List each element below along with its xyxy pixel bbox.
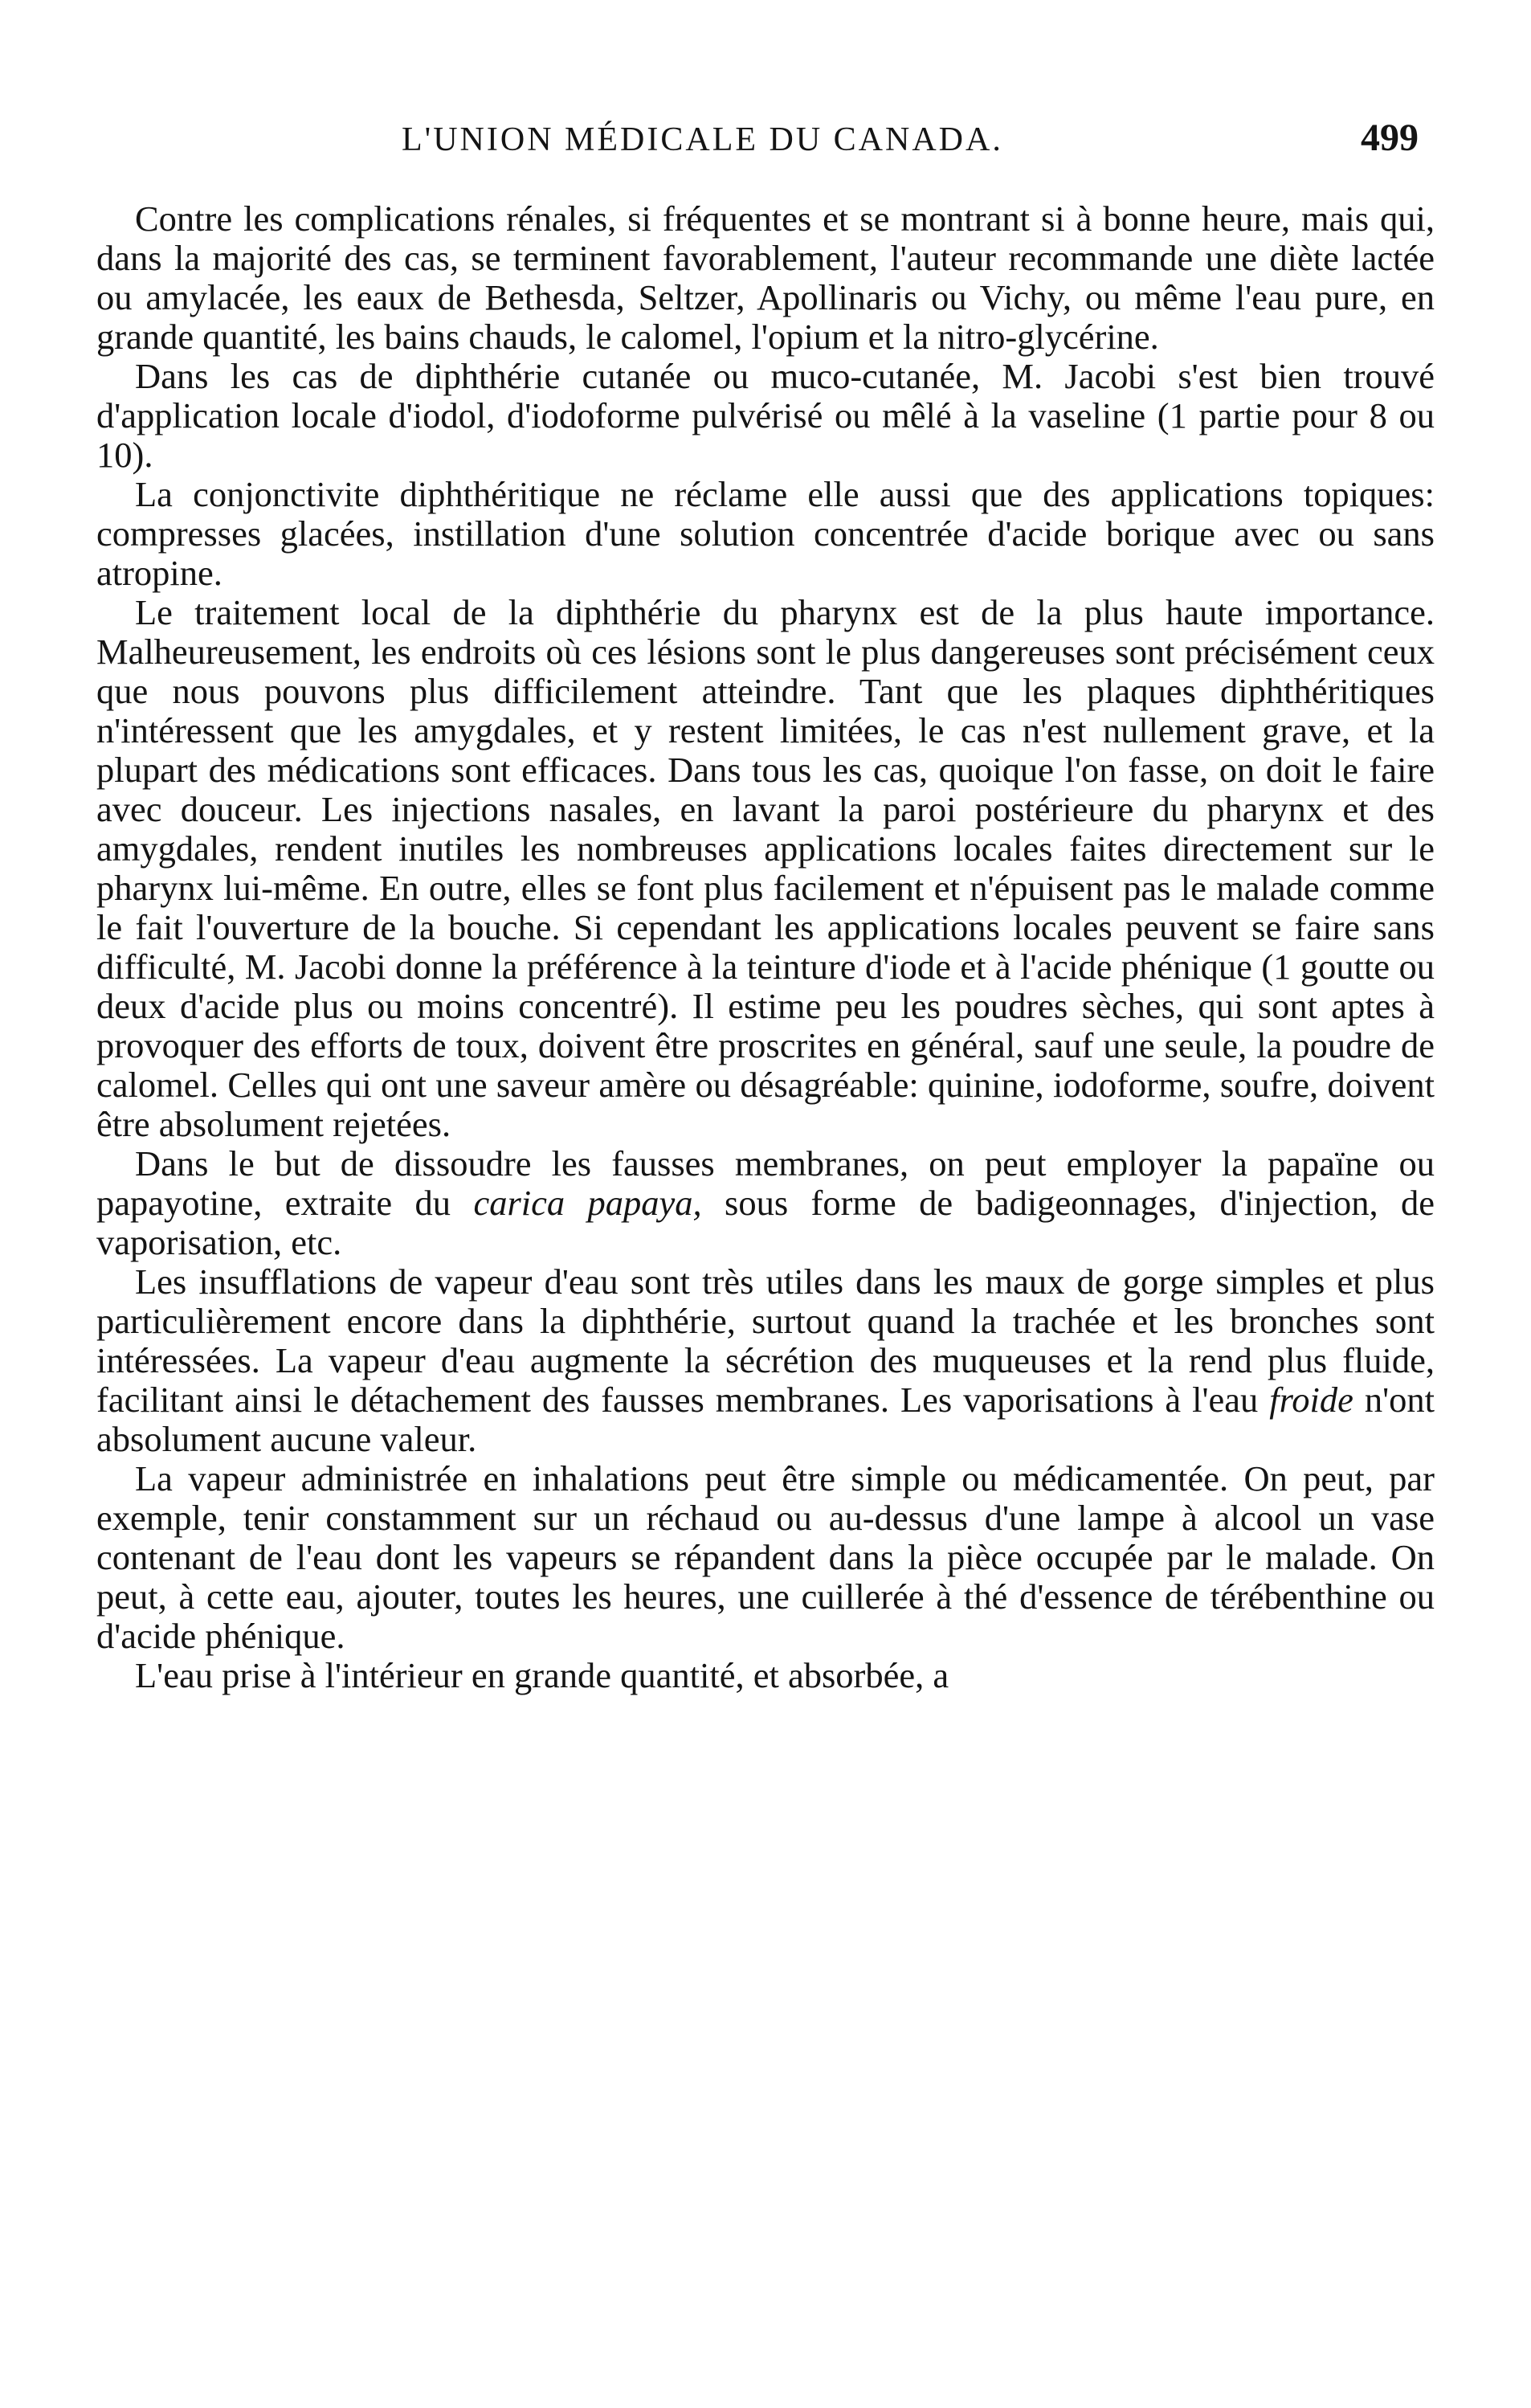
journal-title: L'UNION MÉDICALE DU CANADA. (402, 121, 1003, 158)
paragraph-water-intake: L'eau prise à l'intérieur en grande quantité, et absorbée, a (135, 1655, 949, 1695)
paragraph-conjunctivitis: La conjonctivite diphthéritique ne réclame elle aussi que des applications topiques: compresses glacées, instillation d'une solution concentrée d'acide borique avec ou sans atropine. (96, 474, 1435, 593)
paragraph-renal-complications: Contre les complications rénales, si fréquentes et se montrant si à bonne heure, mais qui, dans la majorité des cas, se terminent favorablement, l'auteur recommande une diète lactée ou amylacée, les eaux de Bethesda, Seltzer, Apollinaris ou Vichy, ou même l'eau pure, en grande quantité, les bains chauds, le calomel, l'opium et la nitro-glycérine. (96, 198, 1435, 357)
body-text (96, 199, 1435, 1695)
italic-term: froide (1269, 1380, 1353, 1420)
paragraph-steam-insufflation: Les insufflations de vapeur d'eau sont très utiles dans les maux de gorge simples et plus particulièrement encore dans la diphthérie, surtout quand la trachée et les bronches sont intéressées. La vapeur d'eau augmente la sécrétion des muqueuses et la rend plus fluide, facilitant ainsi le détachement des fausses membranes. Les vaporisations à l'eau froide n'ont absolument aucune valeur. (96, 1261, 1435, 1459)
paragraph-inhalation: La vapeur administrée en inhalations peut être simple ou médicamentée. On peut, par exemple, tenir constamment sur un réchaud ou au-dessus d'une lampe à alcool un vase contenant de l'eau dont les vapeurs se répandent dans la pièce occupée par le malade. On peut, à cette eau, ajouter, toutes les heures, une cuillerée à thé d'essence de térébenthine ou d'acide phénique. (96, 1458, 1435, 1656)
paragraph-pharynx-treatment: Le traitement local de la diphthérie du pharynx est de la plus haute importance. Malheureusement, les endroits où ces lésions sont le plus dangereuses sont précisément ceux que nous pouvons plus difficilement atteindre. Tant que les plaques diphthéritiques n'intéressent que les amygdales, et y restent limitées, le cas n'est nullement grave, et la plupart des médications sont efficaces. Dans tous les cas, quoique l'on fasse, on doit le faire avec douceur. Les injections nasales, en lavant la paroi postérieure du pharynx et des amygdales, rendent inutiles les nombreuses applications locales faites directement sur le pharynx lui-même. En outre, elles se font plus facilement et n'épuisent pas le malade comme le fait l'ouverture de la bouche. Si cependant les applications locales peuvent se faire sans difficulté, M. Jacobi donne la préférence à la teinture d'iode et à l'acide phénique (1 goutte ou deux d'acide plus ou moins concentré). Il estime peu les poudres sèches, qui sont aptes à provoquer des efforts de toux, doivent être proscrites en général, sauf une seule, la poudre de calomel. Celles qui ont une saveur amère ou désagréable: quinine, iodoforme, soufre, doivent être absolument rejetées. (96, 592, 1435, 1144)
paragraph-papain: Dans le but de dissoudre les fausses membranes, on peut employer la papaïne ou papayotine, extraite du carica papaya, sous forme de badigeonnages, d'injection, de vaporisation, etc. (96, 1143, 1435, 1262)
italic-term: carica papaya, (473, 1183, 702, 1223)
running-head (96, 117, 1435, 169)
paragraph-cutaneous-diphtheria: Dans les cas de diphthérie cutanée ou muco-cutanée, M. Jacobi s'est bien trouvé d'application locale d'iodol, d'iodoforme pulvérisé ou mêlé à la vaseline (1 partie pour 8 ou 10). (96, 356, 1435, 475)
page-number: 499 (1361, 117, 1419, 159)
